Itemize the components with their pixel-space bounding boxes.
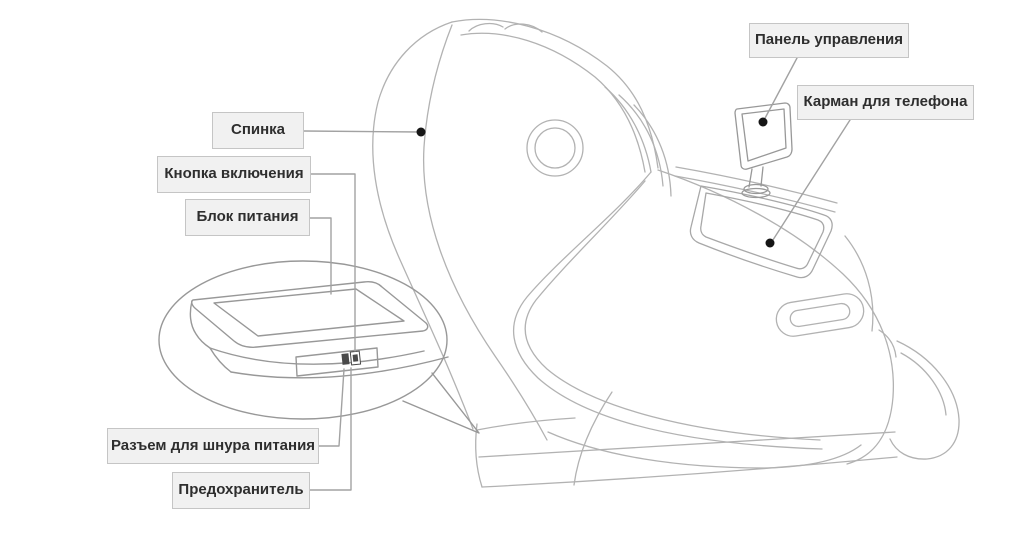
base-front-top bbox=[477, 418, 575, 430]
seat-band-outer bbox=[514, 172, 822, 449]
control-panel-screen bbox=[735, 103, 792, 169]
backrest-outline bbox=[373, 22, 473, 429]
backrest-top-edge bbox=[452, 19, 658, 168]
magnifier-ellipse bbox=[159, 261, 447, 419]
rear-wheel-outer bbox=[890, 341, 959, 459]
shoulder-curve-1 bbox=[605, 87, 651, 172]
power-inlet-panel bbox=[296, 348, 378, 376]
handle-slot-inner bbox=[789, 302, 851, 327]
magnifier-tail bbox=[403, 373, 479, 433]
seat-right-outline bbox=[658, 170, 893, 464]
rear-wheel-inner bbox=[901, 353, 946, 415]
seat-right-seam bbox=[845, 236, 873, 331]
leader-line-backrest bbox=[304, 131, 421, 132]
leader-line-cord-socket bbox=[319, 369, 344, 446]
label-power-cord-socket: Разъем для шнура питания bbox=[107, 428, 319, 464]
leader-dot-backrest bbox=[417, 128, 426, 137]
control-panel-screen-inner bbox=[742, 109, 786, 161]
phone-pocket-outline bbox=[690, 186, 832, 278]
power-supply-top-inset bbox=[214, 289, 404, 336]
label-control-panel: Панель управления bbox=[749, 23, 909, 58]
fuse-icon bbox=[353, 354, 359, 361]
label-power-button: Кнопка включения bbox=[157, 156, 311, 193]
power-supply-top-face bbox=[192, 282, 428, 348]
leader-dot-phone-pocket bbox=[766, 239, 775, 248]
leader-dot-control-panel bbox=[759, 118, 768, 127]
label-backrest: Спинка bbox=[212, 112, 304, 149]
label-phone-pocket: Карман для телефона bbox=[797, 85, 974, 120]
label-fuse: Предохранитель bbox=[172, 472, 310, 509]
handle-slot-outer bbox=[774, 291, 866, 338]
backrest-seam bbox=[424, 25, 547, 440]
footrest-divider bbox=[574, 392, 612, 485]
label-power-supply: Блок питания bbox=[185, 199, 310, 236]
leader-line-power-supply bbox=[310, 218, 331, 294]
leader-line-phone-pocket bbox=[771, 120, 850, 243]
power-inlet-module bbox=[341, 351, 360, 366]
power-switch-icon bbox=[341, 353, 349, 365]
backrest-top-band bbox=[461, 33, 645, 172]
seat-band-inner bbox=[525, 181, 820, 440]
leader-line-control-panel bbox=[763, 58, 797, 122]
base-bottom-edge bbox=[482, 457, 897, 487]
speaker-circle-inner bbox=[535, 128, 575, 168]
